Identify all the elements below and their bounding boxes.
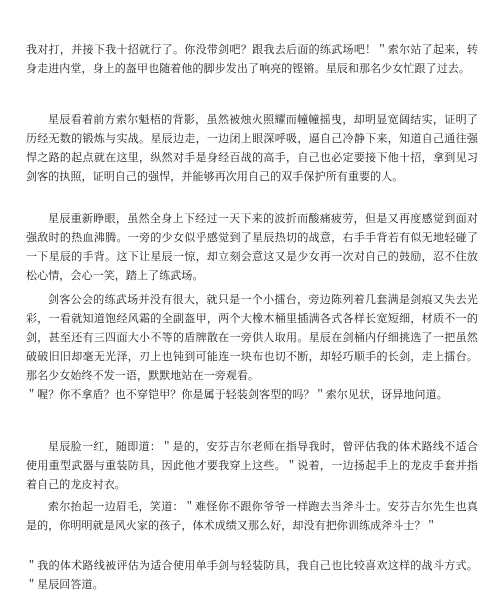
paragraph-3: 星辰重新睁眼，虽然全身上下经过一天下来的波折而酸痛疲劳，但是又再度感觉到面对强敌时的热血沸腾。一旁的少女似乎感觉到了星辰热切的战意，右手手背若有似无地轻碰了一下星辰的手背。这下让星辰一惊，却立刻会意这又是少女再一次对自己的鼓励，忍不住放松心情，会心一笑，踏上了练武场。 <box>26 212 478 282</box>
paragraph-8: ＂我的体术路线被评估为适合使用单手剑与轻装防具，我自己也比较喜欢这样的战斗方式。＂星辰回答道。 <box>26 559 478 591</box>
paragraph-2: 星辰看着前方索尔魁梧的背影，虽然被烛火照耀而幢幢摇曳，却明显宽阔结实，证明了历经无数的锻炼与实战。星辰边走，一边闭上眼深呼吸，逼自己冷静下来，知道自己通往强悍之路的起点就在这里，纵然对手是身经百战的高手，自己也必定要接下他十招，拿到见习剑客的执照，证明自己的强悍，并能够再次用自己的双手保护所有重要的人。 <box>26 113 478 183</box>
paragraph-7: 索尔抬起一边眉毛，笑道：＂难怪你不跟你爷爷一样跑去当斧斗士。安芬吉尔先生也真是的，你明明就是风火家的孩子，体术成绩又那么好，却没有把你训练成斧斗士？＂ <box>26 500 478 532</box>
paragraph-4: 剑客公会的练武场并没有很大，就只是一个小擂台，旁边陈列着几套满是剑痕又失去光彩，一看就知道饱经风霜的全副盔甲，两个大橡木桶里插满各式各样长宽短细，材质不一的剑，甚至还有三四面大小不等的盾牌散在一旁供人取用。星辰在剑桶内仔细挑选了一把虽然破破旧旧却毫无光泽，刃上也钝到可能连一块布也切不断，却轻巧顺手的长剑，走上擂台。那名少女始终不发一语，默默地站在一旁观看。 <box>26 293 478 382</box>
paragraph-1: 我对打，并接下我十招就行了。你没带剑吧？跟我去后面的练武场吧！＂索尔站了起来，转身走进内堂，身上的盔甲也随着他的脚步发出了响亮的铿锵。星辰和那名少女忙跟了过去。 <box>26 43 478 75</box>
paragraph-5: ＂喔？你不拿盾？也不穿铠甲？你是属于轻装剑客型的吗？＂索尔见状，讶异地问道。 <box>26 388 448 401</box>
paragraph-6: 星辰脸一红，随即道：＂是的，安芬吉尔老师在指导我时，曾评估我的体术路线不适合使用重型武器与重装防具，因此他才要我穿上这些。＂说着，一边扬起手上的龙皮手套并指着自己的龙皮衬衣。 <box>26 440 478 491</box>
